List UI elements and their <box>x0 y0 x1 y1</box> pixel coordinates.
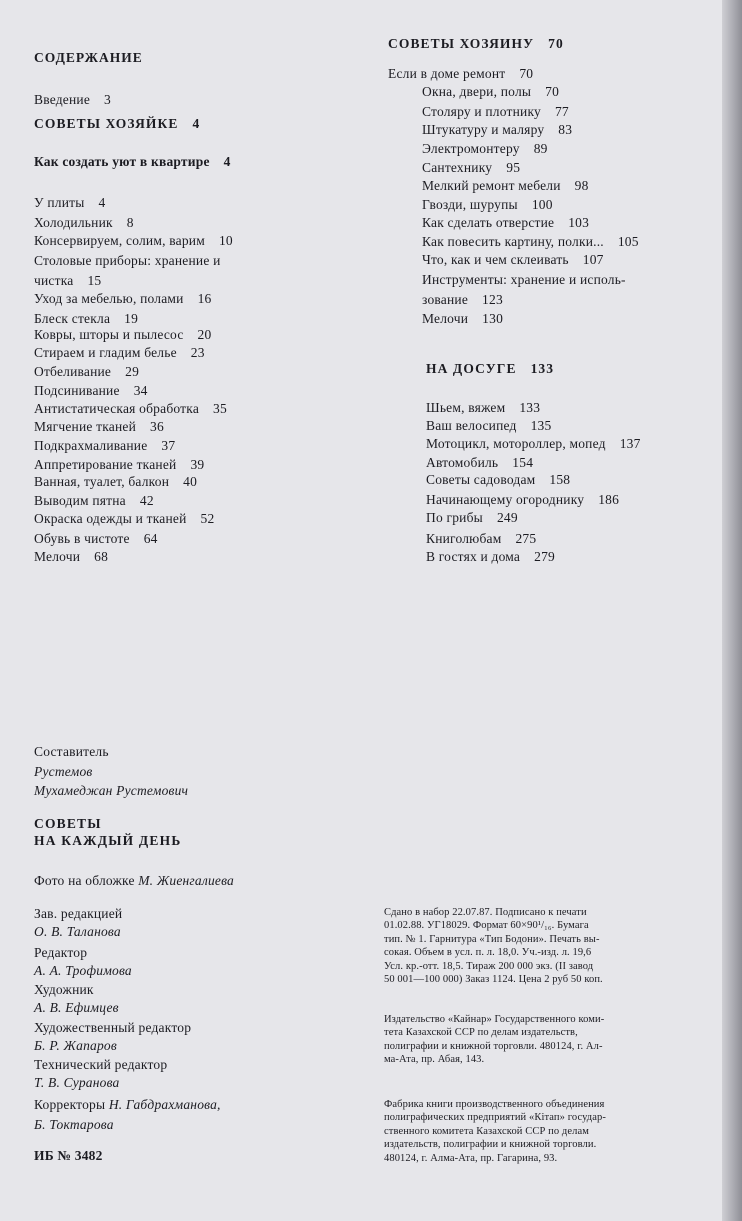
toc-entry <box>34 233 233 249</box>
toc-entry-page: 70 <box>548 36 564 51</box>
imprint-line: 01.02.88. УГ18029. Формат 60×90¹/₁₆. Бумага <box>384 920 589 932</box>
imprint-line: тип. № 1. Гарнитура «Тип Бодони». Печать вы- <box>384 933 600 945</box>
staff-role: Художественный редактор <box>34 1020 192 1035</box>
toc-entry-page: 64 <box>143 531 158 546</box>
toc-entry <box>34 311 138 327</box>
toc-entry <box>422 252 604 268</box>
toc-entry-page: 133 <box>519 400 541 415</box>
toc-entry <box>388 66 533 82</box>
toc-entry-page: 10 <box>218 233 233 248</box>
staff-role: Зав. редакцией <box>34 906 123 921</box>
imprint-line: полиграфических предприятий «Кітап» государ- <box>384 1112 606 1124</box>
toc-entry <box>34 438 175 454</box>
toc-entry-page: 83 <box>558 122 573 137</box>
staff-person: Т. В. Суранова <box>34 1075 120 1090</box>
imprint-line: Сдано в набор 22.07.87. Подписано к печати <box>384 907 587 918</box>
toc-entry-page: 130 <box>482 311 504 326</box>
toc-entry <box>34 401 227 417</box>
ib-number: ИБ № 3482 <box>34 1148 103 1163</box>
toc-entry-title: зование <box>422 292 469 307</box>
toc-entry-page: 154 <box>512 455 534 470</box>
imprint-line: издательств, полиграфии и книжной торговли. <box>384 1139 597 1151</box>
book-title-line-2: НА КАЖДЫЙ ДЕНЬ <box>34 833 182 848</box>
toc-entry <box>426 455 533 471</box>
toc-entry <box>426 510 518 526</box>
toc-entry-title: Электромонтеру <box>422 141 520 156</box>
toc-entry-title: Стираем и гладим белье <box>34 345 177 360</box>
imprint-printer <box>384 1098 606 1165</box>
toc-entry <box>34 457 204 473</box>
toc-entry-page: 16 <box>197 291 212 306</box>
toc-entry-page: 103 <box>568 215 590 230</box>
toc-entry <box>34 154 231 170</box>
toc-entry-title: Столяру и плотнику <box>422 104 541 119</box>
toc-entry-page: 70 <box>519 66 534 81</box>
toc-entry-page: 36 <box>150 419 164 434</box>
toc-entry-title: Подсинивание <box>34 383 120 398</box>
toc-entry-title: Книголюбам <box>426 531 502 546</box>
imprint-line: 480124, г. Алма-Ата, пр. Гагарина, 93. <box>384 1152 558 1164</box>
toc-entry <box>422 272 626 288</box>
imprint-line: сокая. Объем в усл. п. л. 18,0. Уч.-изд. л. 19,6 <box>384 947 592 959</box>
toc-entry-title: Ваш велосипед <box>426 418 517 433</box>
toc-entry-title: Мотоцикл, мотороллер, мопед <box>426 436 606 451</box>
toc-entry-page: 107 <box>582 252 604 267</box>
toc-entry-page: 4 <box>98 195 106 210</box>
toc-entry <box>34 474 197 490</box>
imprint-line: тета Казахской ССР по делам издательств, <box>384 1027 578 1039</box>
toc-entry-title: Консервируем, солим, варим <box>34 233 205 248</box>
toc-entry-title: СОВЕТЫ ХОЗЯИНУ <box>388 36 535 51</box>
toc-entry <box>34 419 164 435</box>
toc-entry-title: Введение <box>34 92 91 107</box>
toc-entry-title: Ковры, шторы и пылесос <box>34 327 184 342</box>
staff-person: А. А. Трофимова <box>34 963 132 978</box>
toc-entry <box>422 234 639 250</box>
toc-entry-title: НА ДОСУГЕ <box>426 361 517 376</box>
toc-entry-page: 3 <box>104 92 111 107</box>
toc-entry-page: 279 <box>534 549 555 564</box>
toc-entry-title: Советы садоводам <box>426 472 536 487</box>
compiler-name: Мухамеджан Рустемович <box>34 783 189 798</box>
toc-entry <box>422 311 503 327</box>
toc-entry-title: Антистатическая обработка <box>34 401 200 416</box>
toc-entry-page: 186 <box>598 492 620 507</box>
toc-entry-page: 15 <box>87 273 102 288</box>
imprint-print-data <box>384 906 603 986</box>
toc-entry <box>422 197 553 213</box>
imprint-publisher <box>384 1013 604 1067</box>
staff-role: Технический редактор <box>34 1057 168 1072</box>
toc-entry <box>34 291 212 307</box>
book-title-line-1: СОВЕТЫ <box>34 816 102 831</box>
toc-entry-title: В гостях и дома <box>426 549 521 564</box>
toc-entry-title: Штукатуру и маляру <box>422 122 545 137</box>
imprint-line: Усл. кр.-отт. 18,5. Тираж 200 000 экз. (II завод <box>384 960 594 972</box>
toc-entry <box>34 92 111 108</box>
toc-entry-page: 133 <box>530 361 555 376</box>
toc-entry <box>422 141 548 157</box>
toc-entry-page: 4 <box>192 116 201 131</box>
toc-entry <box>34 195 105 211</box>
staff-person: О. В. Таланова <box>34 924 121 939</box>
toc-entry-title: Автомобиль <box>426 455 499 470</box>
toc-entry <box>34 273 101 289</box>
toc-entry-title: Как создать уют в квартире <box>34 154 210 169</box>
correctors-line <box>34 1097 221 1113</box>
staff-person: Б. Р. Жапаров <box>34 1038 117 1053</box>
imprint-line: полиграфии и книжной торговли. 480124, г. Ал- <box>384 1040 603 1052</box>
toc-entry-title: Гвозди, шурупы <box>422 197 518 212</box>
staff-person: А. В. Ефимцев <box>34 1000 119 1015</box>
toc-entry-page: 42 <box>139 493 154 508</box>
toc-entry <box>422 160 520 176</box>
toc-entry-title: Мелочи <box>422 311 469 326</box>
toc-entry-title: Как сделать отверстие <box>422 215 555 230</box>
toc-entry-page: 89 <box>533 141 548 156</box>
toc-entry <box>34 364 139 380</box>
toc-entry-title: Как повесить картину, полки... <box>422 234 604 249</box>
toc-entry-title: У плиты <box>34 195 85 210</box>
toc-heading: СОДЕРЖАНИЕ <box>34 50 143 65</box>
toc-entry-title: СОВЕТЫ ХОЗЯЙКЕ <box>34 116 179 131</box>
toc-entry-page: 70 <box>545 84 560 99</box>
toc-entry-title: По грибы <box>426 510 483 525</box>
toc-entry-title: Если в доме ремонт <box>388 66 506 81</box>
correctors-label: Корректоры <box>34 1097 106 1112</box>
toc-entry-page: 137 <box>619 436 641 451</box>
toc-entry-title: Мелкий ремонт мебели <box>422 178 561 193</box>
toc-entry-page: 23 <box>190 345 205 360</box>
toc-entry-page: 39 <box>190 457 205 472</box>
toc-entry-title: Выводим пятна <box>34 493 126 508</box>
compiler-surname: Рустемов <box>34 764 93 779</box>
toc-entry <box>422 215 589 231</box>
compiler-label: Составитель <box>34 744 109 759</box>
toc-entry-page: 275 <box>515 531 537 546</box>
toc-entry-page: 158 <box>549 472 571 487</box>
toc-entry-page: 35 <box>213 401 227 416</box>
toc-entry <box>426 418 551 434</box>
staff-role: Редактор <box>34 945 88 960</box>
toc-entry <box>426 472 570 488</box>
toc-entry-page: 100 <box>531 197 553 212</box>
toc-entry-page: 29 <box>125 364 140 379</box>
toc-entry-page: 105 <box>617 234 639 249</box>
toc-entry <box>422 84 559 100</box>
toc-entry <box>426 436 641 452</box>
toc-entry <box>422 122 572 138</box>
toc-entry <box>426 549 555 565</box>
page-edge <box>722 0 742 1221</box>
toc-entry-page: 19 <box>124 311 139 326</box>
toc-entry <box>34 383 148 399</box>
imprint-line: 50 001—100 000) Заказ 1124. Цена 2 руб 50 коп. <box>384 974 603 986</box>
cover-photo-label: Фото на обложке <box>34 873 135 888</box>
toc-entry-title: Холодильник <box>34 215 113 230</box>
toc-entry-page: 68 <box>94 549 109 564</box>
toc-entry <box>34 493 154 509</box>
toc-entry-page: 98 <box>574 178 589 193</box>
toc-entry-page: 123 <box>482 292 503 307</box>
toc-entry-page: 34 <box>133 383 148 398</box>
toc-entry-page: 95 <box>506 160 521 175</box>
imprint-line: ма-Ата, пр. Абая, 143. <box>384 1054 485 1066</box>
toc-entry-title: Обувь в чистоте <box>34 531 130 546</box>
toc-entry-title: Отбеливание <box>34 364 112 379</box>
toc-entry-title: Столовые приборы: хранение и <box>34 253 221 268</box>
toc-entry <box>422 292 503 308</box>
toc-entry-page: 249 <box>496 510 518 525</box>
imprint-line: ственного комитета Казахской ССР по делам <box>384 1125 589 1137</box>
toc-entry-title: Уход за мебелью, полами <box>34 291 184 306</box>
toc-entry-page: 77 <box>554 104 569 119</box>
toc-entry-title: Ванная, туалет, балкон <box>34 474 170 489</box>
toc-entry <box>34 531 158 547</box>
toc-entry <box>426 361 554 377</box>
toc-entry <box>388 36 564 52</box>
toc-entry <box>426 400 540 416</box>
toc-entry-title: Мелочи <box>34 549 81 564</box>
corrector-2: Б. Токтарова <box>34 1117 114 1132</box>
toc-entry-title: Что, как и чем склеивать <box>422 252 569 267</box>
cover-photo-credit <box>34 873 234 889</box>
toc-entry <box>426 492 619 508</box>
toc-entry <box>422 104 569 120</box>
toc-entry-title: Аппретирование тканей <box>34 457 177 472</box>
toc-entry <box>34 511 214 527</box>
toc-entry-page: 52 <box>200 511 215 526</box>
toc-entry <box>34 327 211 343</box>
toc-entry-title: Шьем, вяжем <box>426 400 506 415</box>
toc-entry-title: Инструменты: хранение и исполь- <box>422 272 626 287</box>
toc-entry-page: 37 <box>161 438 176 453</box>
imprint-line: Фабрика книги производственного объединения <box>384 1099 605 1110</box>
imprint-line: Издательство «Кайнар» Государственного коми- <box>384 1014 605 1025</box>
toc-entry-title: Мягчение тканей <box>34 419 137 434</box>
corrector-1: Н. Габдрахманова, <box>108 1097 221 1112</box>
toc-entry-title: Окна, двери, полы <box>422 84 532 99</box>
toc-entry <box>426 531 536 547</box>
toc-entry-page: 40 <box>183 474 198 489</box>
toc-entry <box>34 345 205 361</box>
staff-role: Художник <box>34 982 94 997</box>
toc-entry <box>422 178 589 194</box>
toc-entry-title: Блеск стекла <box>34 311 111 326</box>
toc-entry-page: 8 <box>126 215 134 230</box>
toc-entry <box>34 549 108 565</box>
toc-entry-title: Окраска одежды и тканей <box>34 511 187 526</box>
cover-photo-author: М. Жиенгалиева <box>138 873 234 888</box>
toc-entry-page: 135 <box>530 418 552 433</box>
toc-entry-title: Сантехнику <box>422 160 493 175</box>
toc-entry-title: чистка <box>34 273 74 288</box>
toc-entry <box>34 116 200 132</box>
toc-entry-title: Подкрахмаливание <box>34 438 148 453</box>
toc-entry-page: 4 <box>223 154 231 169</box>
toc-entry-page: 20 <box>197 327 212 342</box>
toc-entry <box>34 253 221 269</box>
toc-entry <box>34 215 134 231</box>
toc-entry-title: Начинающему огороднику <box>426 492 585 507</box>
